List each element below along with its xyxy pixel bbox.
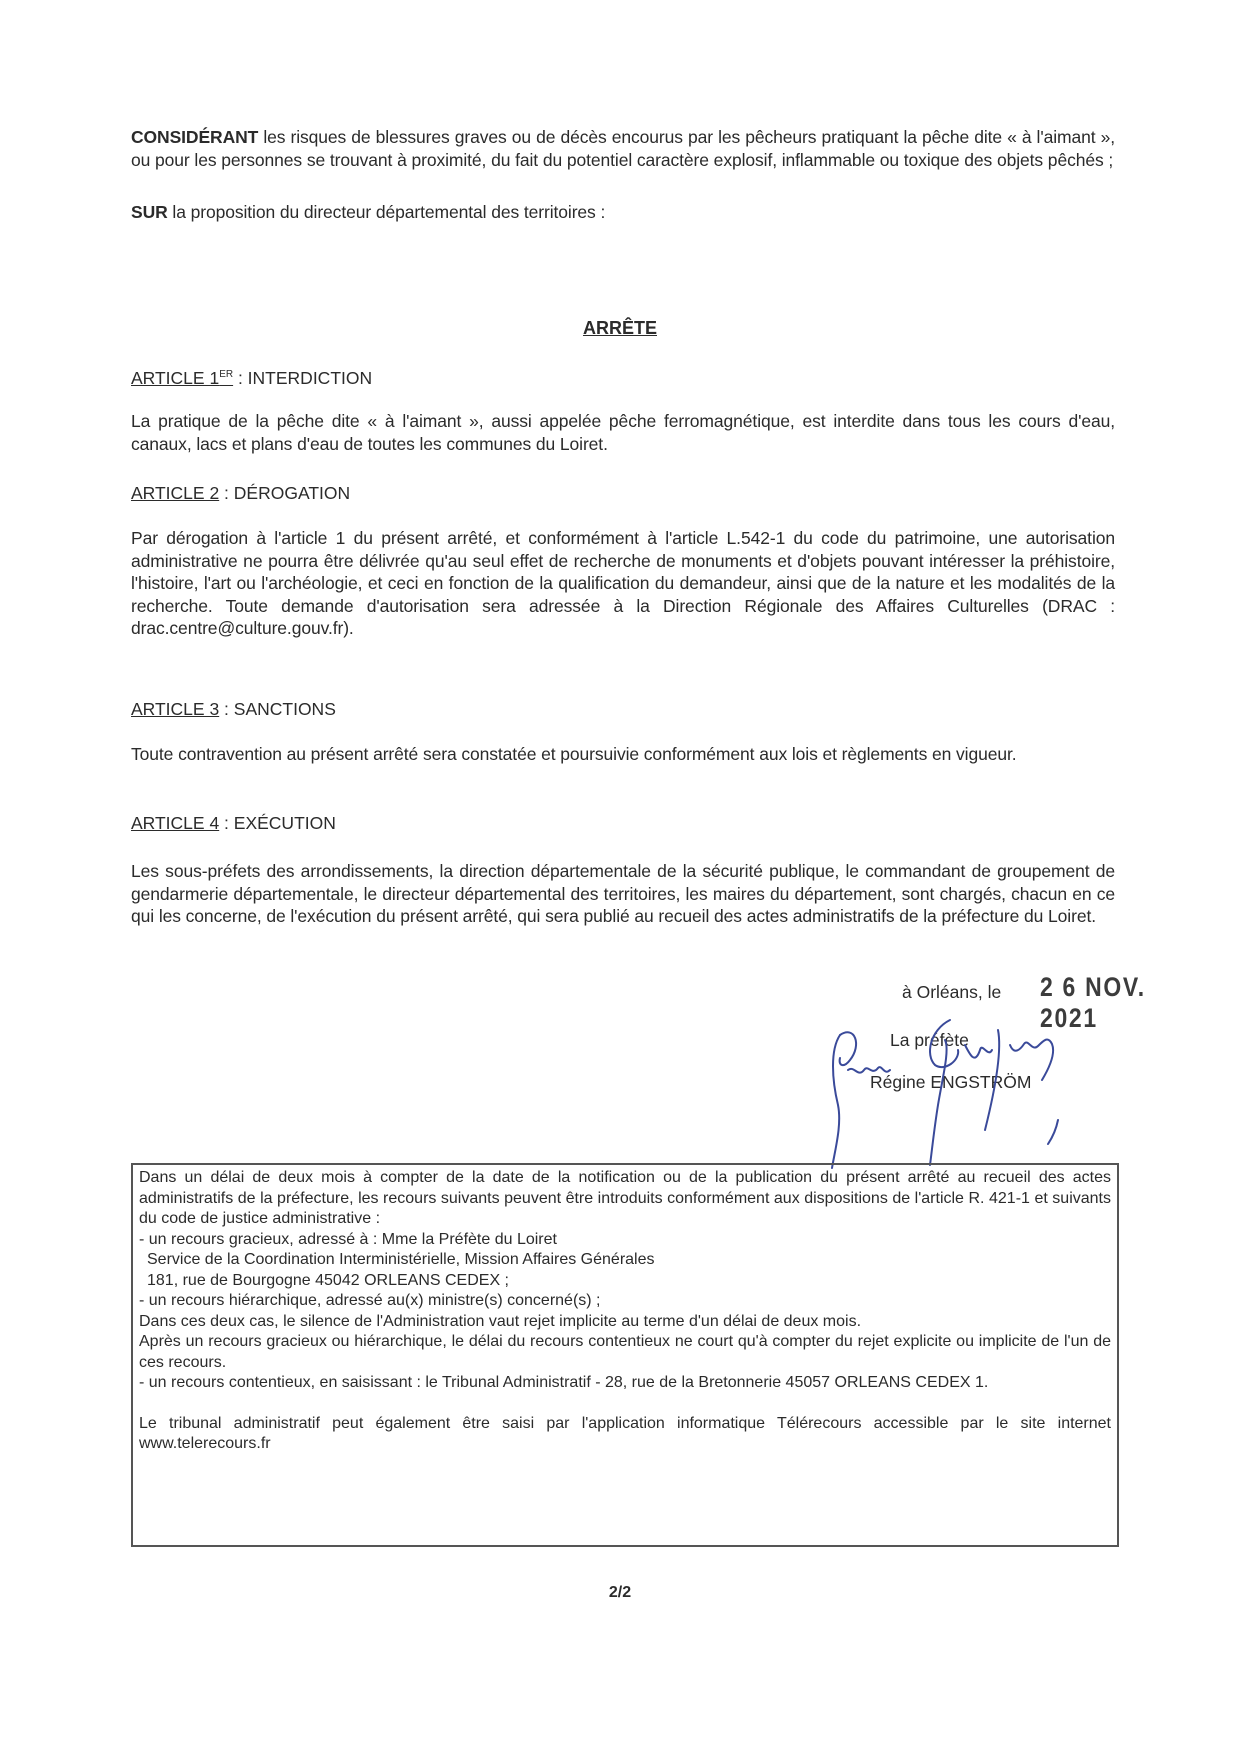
- handwritten-signature-icon: [820, 1010, 1080, 1170]
- article-1-heading: [131, 364, 372, 389]
- recourse-contentieux: - un recours contentieux, en saisissant : le Tribunal Administratif - 28, rue de la Bretonnerie 45057 ORLEANS CEDEX 1.: [139, 1374, 989, 1391]
- recourse-silence: Dans ces deux cas, le silence de l'Administration vaut rejet implicite au terme d'un délai de deux mois.: [139, 1312, 862, 1330]
- decree-title: ARRÊTE: [582, 318, 657, 338]
- recourse-telerecours: Le tribunal administratif peut également être saisi par l'application informatique Télérecours accessible par le site internet www.telerecours.fr: [139, 1414, 1111, 1452]
- signature-place: à Orléans, le: [902, 982, 1002, 1002]
- recourse-delai: Après un recours gracieux ou hiérarchique, le délai du recours contentieux ne court qu'à compter du rejet explicite ou implicite de l'un de ces recours.: [139, 1333, 1111, 1371]
- recourse-address: 181, rue de Bourgogne 45042 ORLEANS CEDEX ;: [147, 1271, 509, 1289]
- article-3-title: : SANCTIONS: [219, 699, 336, 719]
- article-1-body: La pratique de la pêche dite « à l'aimant », aussi appelée pêche ferromagnétique, est interdite dans tous les cours d'eau, canaux, lacs et plans d'eau de toutes les communes du Loiret.: [131, 411, 1115, 454]
- signer-name: Régine ENGSTRÖM: [870, 1072, 1032, 1092]
- article-2-label: ARTICLE 2: [131, 483, 220, 503]
- article-3-label: ARTICLE 3: [131, 699, 220, 719]
- considerant-keyword: CONSIDÉRANT: [131, 127, 259, 147]
- article-1-label: ARTICLE 1ER: [131, 367, 234, 388]
- sur-keyword: SUR: [131, 202, 168, 222]
- date-stamp: 2 6 NOV. 2021: [1040, 972, 1146, 1033]
- legal-recourse-box: [131, 1163, 1119, 1547]
- article-1-title: : INTERDICTION: [233, 367, 373, 388]
- considerant-text: les risques de blessures graves ou de décès encourus par les pêcheurs pratiquant la pêche dite « à l'aimant », ou pour les personnes se trouvant à proximité, du fait du potentiel caractère explosif, inflammable ou toxique des objets pêchés ;: [131, 127, 1115, 170]
- article-3-heading: [131, 698, 336, 720]
- article-2-heading: [131, 482, 350, 504]
- considerant-paragraph: [131, 126, 1115, 171]
- recourse-intro: Dans un délai de deux mois à compter de la date de la notification ou de la publication du présent arrêté au recueil des actes administratifs de la préfecture, les recours suivants peuvent être introduits conformément aux dispositions de l'article R. 421-1 et suivants du code de justice administrative :: [139, 1169, 1111, 1227]
- signer-role: La préfète: [890, 1030, 969, 1050]
- recourse-hierarchique: - un recours hiérarchique, adressé au(x) ministre(s) concerné(s) ;: [139, 1292, 601, 1309]
- article-2-body: Par dérogation à l'article 1 du présent arrêté, et conformément à l'article L.542-1 du code du patrimoine, une autorisation administrative ne pourra être délivrée qu'au seul effet de recherche de monuments et d'objets pouvant intéresser la préhistoire, l'histoire, l'art ou l'archéologie, et ceci en fonction de la qualification du demandeur, ainsi que de la nature et les modalités de la recherche. Toute demande d'autorisation sera adressée à la Direction Régionale des Affaires Culturelles (DRAC : drac.centre@culture.gouv.fr).: [131, 528, 1115, 638]
- page-number: 2/2: [608, 1584, 632, 1601]
- sur-text: la proposition du directeur départemental des territoires :: [167, 202, 606, 222]
- article-3-body: Toute contravention au présent arrêté sera constatée et poursuivie conformément aux lois et règlements en vigueur.: [131, 744, 1017, 764]
- recourse-service: Service de la Coordination Interministérielle, Mission Affaires Générales: [147, 1251, 655, 1268]
- article-2-title: : DÉROGATION: [219, 483, 351, 503]
- article-4-title: : EXÉCUTION: [219, 813, 336, 833]
- article-4-body: Les sous-préfets des arrondissements, la direction départementale de la sécurité publique, le commandant de groupement de gendarmerie départementale, le directeur départemental des territoires, les maires du département, sont chargés, chacun en ce qui les concerne, de l'exécution du présent arrêté, qui sera publié au recueil des actes administratifs de la préfecture du Loiret.: [131, 861, 1115, 926]
- article-4-heading: [131, 812, 336, 834]
- article-4-label: ARTICLE 4: [131, 813, 220, 833]
- recourse-gracieux: - un recours gracieux, adressé à : Mme la Préfète du Loiret: [139, 1230, 557, 1248]
- sur-paragraph: [131, 201, 1115, 224]
